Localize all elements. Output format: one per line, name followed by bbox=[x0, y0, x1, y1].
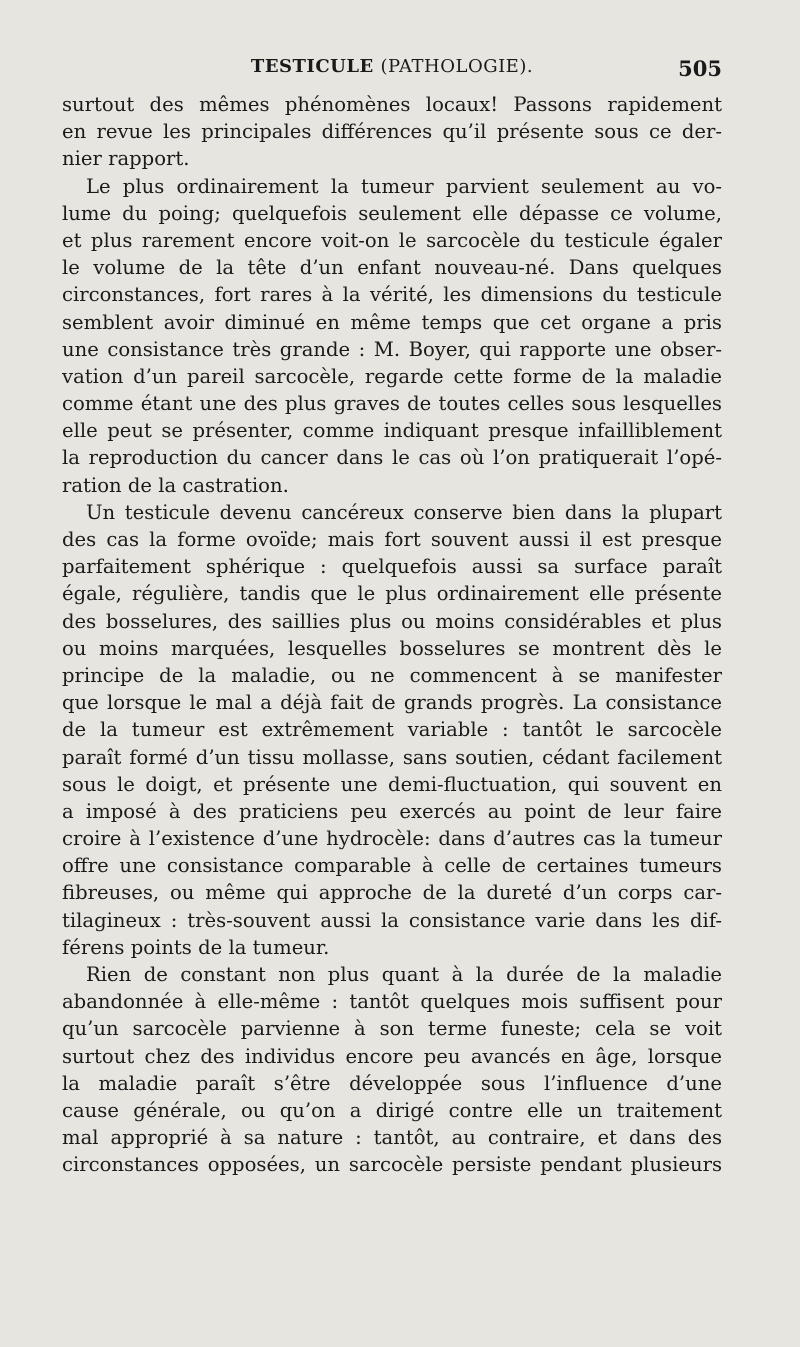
text-line: fibreuses, ou même qui approche de la dureté d’un corps car- bbox=[62, 881, 722, 905]
text-line: férens points de la tumeur. bbox=[62, 935, 330, 959]
text-line: Rien de constant non plus quant à la durée de la maladie bbox=[86, 963, 722, 986]
text-line: en revue les principales différences qu’il présente sous ce der- bbox=[62, 120, 722, 144]
text-line: tilagineux : très-souvent aussi la consistance varie dans les dif- bbox=[62, 908, 722, 932]
text-line: sous le doigt, et présente une demi-fluctuation, qui souvent en bbox=[62, 772, 722, 796]
text-line: la maladie paraît s’être développée sous l’influence d’une bbox=[62, 1071, 722, 1095]
text-line: de la tumeur est extrêmement variable : tantôt le sarcocèle bbox=[62, 718, 722, 742]
text-line: vation d’un pareil sarcocèle, regarde cette forme de la maladie bbox=[62, 364, 722, 388]
text-line: qu’un sarcocèle parvienne à son terme funeste; cela se voit bbox=[62, 1017, 722, 1041]
text-line: des bosselures, des saillies plus ou moins considérables et plus bbox=[62, 609, 722, 633]
text-line: paraît formé d’un tissu mollasse, sans soutien, cédant facilement bbox=[62, 745, 722, 769]
text-line: a imposé à des praticiens peu exercés au point de leur faire bbox=[62, 799, 722, 823]
text-line: que lorsque le mal a déjà fait de grands progrès. La consistance bbox=[62, 691, 722, 715]
text-line: semblent avoir diminué en même temps que cet organe a pris bbox=[62, 310, 722, 334]
text-line: Le plus ordinairement la tumeur parvient seulement au vo- bbox=[86, 174, 722, 198]
text-line: principe de la maladie, ou ne commencent à se manifester bbox=[62, 663, 722, 687]
paragraph bbox=[62, 173, 722, 499]
text-line: et plus rarement encore voit-on le sarcocèle du testicule égaler bbox=[62, 228, 722, 252]
running-title bbox=[62, 56, 722, 77]
text-line: comme étant une des plus graves de toutes celles sous lesquelles bbox=[62, 392, 722, 416]
text-line: elle peut se présenter, comme indiquant presque infailliblement bbox=[62, 419, 722, 443]
text-line: circonstances, fort rares à la vérité, les dimensions du testicule bbox=[62, 283, 722, 307]
text-line: ou moins marquées, lesquelles bosselures se montrent dès le bbox=[62, 636, 722, 660]
running-head bbox=[62, 56, 722, 86]
text-line: surtout des mêmes phénomènes locaux! Passons rapidement bbox=[62, 93, 722, 116]
text-line: une consistance très grande : M. Boyer, qui rapporte une obser- bbox=[62, 337, 722, 361]
text-line: parfaitement sphérique : quelquefois aussi sa surface paraît bbox=[62, 555, 722, 579]
running-title-sub: (PATHOLOGIE). bbox=[380, 56, 534, 77]
text-line: ration de la castration. bbox=[62, 473, 289, 497]
text-line: cause générale, ou qu’on a dirigé contre elle un traitement bbox=[62, 1098, 722, 1122]
text-line: circonstances opposées, un sarcocèle persiste pendant plusieurs bbox=[62, 1153, 722, 1177]
text-line: mal approprié à sa nature : tantôt, au contraire, et dans des bbox=[62, 1126, 722, 1150]
text-line: des cas la forme ovoïde; mais fort souvent aussi il est presque bbox=[62, 528, 722, 551]
text-line: Un testicule devenu cancéreux conserve bien dans la plupart bbox=[86, 500, 722, 524]
text-line: le volume de la tête d’un enfant nouveau-né. Dans quelques bbox=[62, 256, 722, 280]
paragraph bbox=[62, 961, 722, 1179]
text-line: égale, régulière, tandis que le plus ordinairement elle présente bbox=[62, 582, 722, 606]
page-number: 505 bbox=[678, 56, 722, 81]
text-line: surtout chez des individus encore peu avancés en âge, lorsque bbox=[62, 1044, 722, 1068]
paragraph bbox=[62, 499, 722, 961]
text-line: nier rapport. bbox=[62, 147, 190, 171]
text-line: offre une consistance comparable à celle de certaines tumeurs bbox=[62, 854, 722, 878]
text-line: lume du poing; quelquefois seulement elle dépasse ce volume, bbox=[62, 201, 722, 225]
text-line: abandonnée à elle-même : tantôt quelques mois suffisent pour bbox=[62, 990, 722, 1014]
body-text bbox=[62, 91, 722, 1179]
text-line: croire à l’existence d’une hydrocèle: dans d’autres cas la tumeur bbox=[62, 827, 722, 851]
text-line: la reproduction du cancer dans le cas où l’on pratiquerait l’opé- bbox=[62, 446, 722, 470]
paragraph bbox=[62, 91, 722, 173]
running-title-main: TESTICULE bbox=[250, 56, 374, 77]
